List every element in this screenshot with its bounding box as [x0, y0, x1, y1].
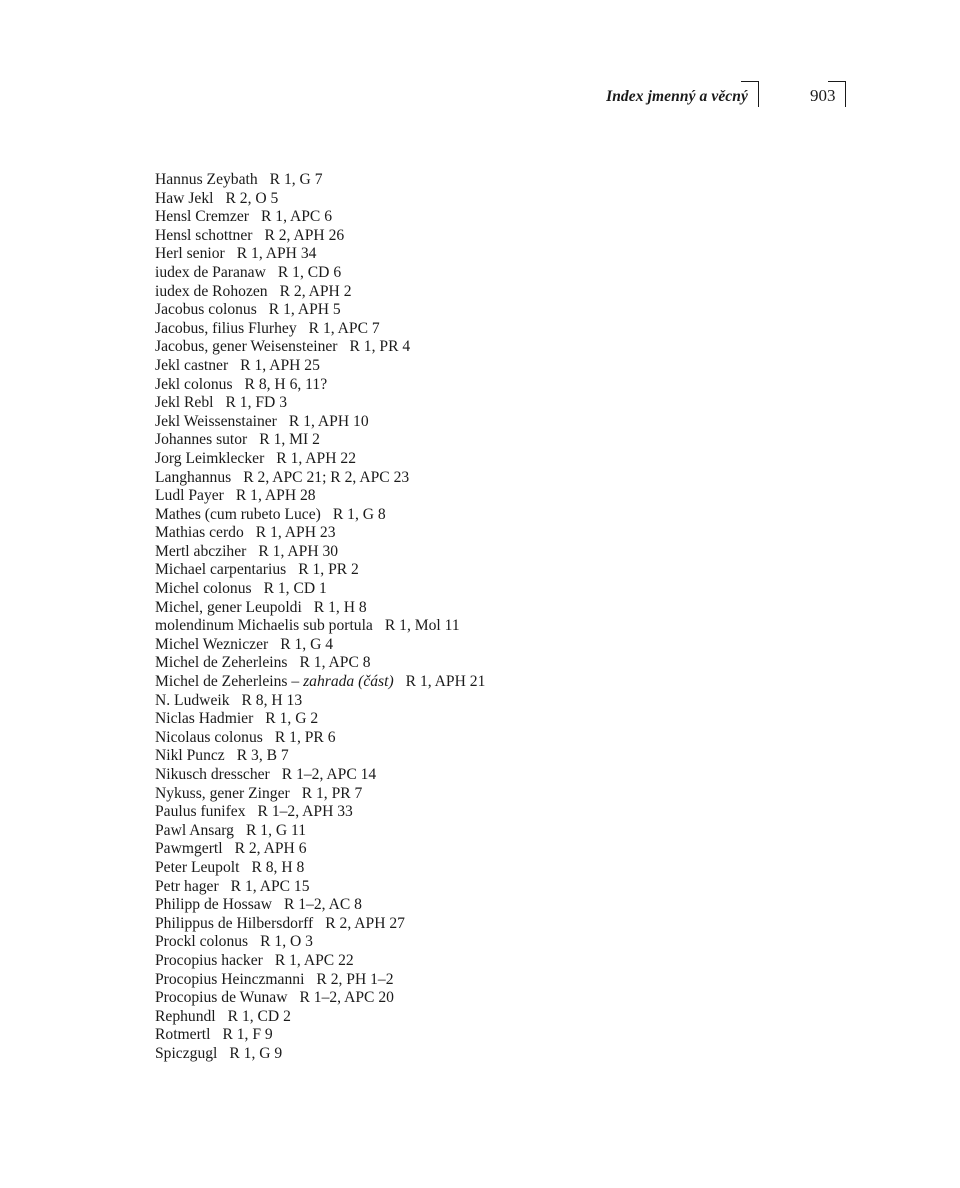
index-entry — [155, 338, 715, 357]
index-entry — [155, 431, 715, 450]
entry-reference: R 2, APH 27 — [325, 914, 405, 932]
entry-reference: R 1, CD 1 — [263, 580, 327, 598]
entry-reference: R 3, B 7 — [236, 747, 289, 765]
corner-mark-icon — [828, 81, 846, 107]
entry-reference: R 1, PR 6 — [274, 728, 336, 746]
entry-reference: R 1, G 9 — [229, 1044, 283, 1062]
index-entry — [155, 506, 715, 525]
entry-name: Jacobus, gener Weisensteiner — [155, 338, 338, 356]
index-entry — [155, 264, 715, 283]
entry-reference: R 1, CD 2 — [227, 1007, 291, 1025]
entry-reference: R 1, PR 4 — [349, 338, 411, 356]
entry-reference: R 2, O 5 — [225, 189, 279, 207]
entry-name: Peter Leupolt — [155, 858, 240, 876]
entry-name: Philipp de Hossaw — [155, 896, 272, 914]
index-entry — [155, 320, 715, 339]
index-entry — [155, 283, 715, 302]
entry-name: N. Ludweik — [155, 691, 230, 709]
index-entry — [155, 227, 715, 246]
entry-name: Procopius hacker — [155, 951, 263, 969]
entry-name: Jekl colonus — [155, 375, 233, 393]
entry-name: Spiczgugl — [155, 1044, 218, 1062]
entry-reference: R 1, Mol 11 — [384, 617, 460, 635]
index-entry — [155, 710, 715, 729]
entry-name: Ludl Payer — [155, 487, 224, 505]
entry-reference: R 1, H 8 — [313, 598, 367, 616]
entry-name: Michel colonus — [155, 580, 252, 598]
entry-name: Rephundl — [155, 1007, 216, 1025]
entry-name: Mathes (cum rubeto Luce) — [155, 505, 321, 523]
entry-name: Petr hager — [155, 877, 219, 895]
entry-name: Michel de Zeherleins — [155, 654, 288, 672]
index-entry — [155, 561, 715, 580]
entry-name: Prockl colonus — [155, 933, 249, 951]
entry-name: Pawmgertl — [155, 840, 223, 858]
entry-name: Mertl abcziher — [155, 542, 247, 560]
entry-name: Jacobus, filius Flurhey — [155, 319, 297, 337]
index-entry — [155, 989, 715, 1008]
entry-reference: R 1, APH 22 — [276, 449, 356, 467]
index-entry — [155, 915, 715, 934]
entry-name: Mathias cerdo — [155, 524, 244, 542]
page-header — [0, 80, 960, 112]
entry-name: Jekl Rebl — [155, 394, 214, 412]
entry-reference: R 1, G 7 — [269, 171, 323, 188]
entry-reference: R 1, MI 2 — [259, 431, 320, 449]
entry-name: Jacobus colonus — [155, 301, 257, 319]
entry-name: Rotmertl — [155, 1026, 211, 1044]
index-entry — [155, 376, 715, 395]
entry-note: zahrada (část) — [303, 673, 394, 691]
entry-name: Philippus de Hilbersdorff — [155, 914, 314, 932]
index-entry — [155, 413, 715, 432]
index-entry — [155, 245, 715, 264]
entry-reference: R 1, APC 7 — [308, 319, 380, 337]
entry-name: molendinum Michaelis sub portula — [155, 617, 373, 635]
entry-reference: R 1, APC 8 — [299, 654, 371, 672]
index-entry — [155, 617, 715, 636]
index-entry — [155, 636, 715, 655]
index-entry — [155, 840, 715, 859]
running-title: Index jmenný a věcný — [606, 88, 748, 105]
index-entry — [155, 785, 715, 804]
index-entry — [155, 1045, 715, 1064]
index-entry — [155, 933, 715, 952]
entry-name: Nikusch dresscher — [155, 766, 270, 783]
index-entry — [155, 766, 715, 785]
page-number: 903 — [810, 86, 836, 105]
entry-name: Jorg Leimklecker — [155, 449, 265, 467]
index-entry — [155, 896, 715, 915]
entry-reference: R 1, PR 7 — [301, 784, 363, 802]
index-entry — [155, 859, 715, 878]
entry-reference: R 8, H 6, 11? — [244, 375, 328, 393]
entry-reference: R 2, APC 21; R 2, APC 23 — [243, 468, 410, 486]
entry-name: Nikl Puncz — [155, 747, 225, 765]
entry-reference: R 2, APH 6 — [234, 840, 307, 858]
entry-name: Nykuss, gener Zinger — [155, 784, 290, 802]
entry-name: Paulus funifex — [155, 803, 246, 821]
index-entry — [155, 208, 715, 227]
entry-reference: R 2, APH 26 — [264, 226, 345, 244]
entry-name: Michel de Zeherleins – — [155, 673, 300, 691]
entry-reference: R 1, G 8 — [332, 505, 386, 523]
entry-reference: R 2, APH 2 — [279, 282, 352, 300]
entry-reference: R 1, APH 25 — [240, 356, 320, 374]
entry-name: Hensl schottner — [155, 226, 253, 244]
index-entry — [155, 394, 715, 413]
entry-reference: R 1, APH 23 — [255, 524, 336, 542]
entry-reference: R 1, APC 22 — [274, 951, 354, 969]
index-entry — [155, 971, 715, 990]
index-entry — [155, 301, 715, 320]
index-entry — [155, 692, 715, 711]
entry-reference: R 1, APH 10 — [288, 412, 369, 430]
entry-reference: R 8, H 8 — [251, 858, 305, 876]
index-entry — [155, 487, 715, 506]
entry-reference: R 1, CD 6 — [277, 263, 342, 281]
entry-name: Hannus Zeybath — [155, 171, 258, 188]
entry-name: Pawl Ansarg — [155, 821, 234, 839]
index-entry — [155, 469, 715, 488]
index-entry — [155, 878, 715, 897]
entry-name: Jekl Weissenstainer — [155, 412, 277, 430]
entry-reference: R 1, G 4 — [280, 635, 334, 653]
entry-name: iudex de Rohozen — [155, 282, 268, 300]
entry-reference: R 1–2, APC 14 — [281, 766, 377, 783]
entry-reference: R 1, G 2 — [265, 710, 319, 728]
index-entry — [155, 524, 715, 543]
index-entry — [155, 747, 715, 766]
index-entry — [155, 729, 715, 748]
index-entry — [155, 673, 715, 692]
entry-name: Michel, gener Leupoldi — [155, 598, 302, 616]
index-entry — [155, 1026, 715, 1045]
index-entry — [155, 580, 715, 599]
entry-name: Langhannus — [155, 468, 232, 486]
entry-reference: R 1–2, APC 20 — [299, 989, 394, 1007]
entry-reference: R 1, APC 15 — [230, 877, 310, 895]
entry-reference: R 1, FD 3 — [225, 394, 288, 412]
entry-name: Michel Wezniczer — [155, 635, 269, 653]
index-entry — [155, 654, 715, 673]
entry-name: Procopius de Wunaw — [155, 989, 288, 1007]
entry-name: Haw Jekl — [155, 189, 214, 207]
entry-reference: R 1, APH 34 — [236, 245, 317, 263]
index-entry — [155, 357, 715, 376]
index-entry — [155, 599, 715, 618]
entry-name: Nicolaus colonus — [155, 728, 263, 746]
entry-reference: R 1, APC 6 — [260, 208, 333, 226]
entry-reference: R 2, PH 1–2 — [316, 970, 394, 988]
index-entry — [155, 803, 715, 822]
entry-reference: R 1, PR 2 — [298, 561, 359, 579]
index-entry — [155, 822, 715, 841]
corner-mark-icon — [741, 81, 759, 107]
entry-name: Michael carpentarius — [155, 561, 287, 579]
entry-reference: R 1–2, AC 8 — [283, 896, 362, 914]
index-entry — [155, 450, 715, 469]
entry-reference: R 1–2, APH 33 — [257, 803, 353, 821]
entry-reference: R 1, G 11 — [245, 821, 307, 839]
index-entry — [155, 190, 715, 209]
index-entry — [155, 952, 715, 971]
entry-name: Herl senior — [155, 245, 225, 263]
entry-name: Jekl castner — [155, 356, 229, 374]
entry-name: Procopius Heinczmanni — [155, 970, 305, 988]
index-entry — [155, 171, 715, 190]
entry-reference: R 1, APH 5 — [268, 301, 341, 319]
entry-name: Hensl Cremzer — [155, 208, 249, 226]
index-entry — [155, 1008, 715, 1027]
entry-name: Niclas Hadmier — [155, 710, 254, 728]
entry-name: iudex de Paranaw — [155, 263, 266, 281]
entry-reference: R 8, H 13 — [241, 691, 303, 709]
entry-reference: R 1, APH 28 — [235, 487, 316, 505]
entry-reference: R 1, APH 30 — [258, 542, 339, 560]
entry-reference: R 1, APH 21 — [405, 673, 486, 691]
entry-reference: R 1, F 9 — [222, 1026, 273, 1044]
entry-name: Johannes sutor — [155, 431, 248, 449]
index-entry — [155, 543, 715, 562]
entry-reference: R 1, O 3 — [260, 933, 313, 951]
index-list — [155, 171, 715, 1064]
